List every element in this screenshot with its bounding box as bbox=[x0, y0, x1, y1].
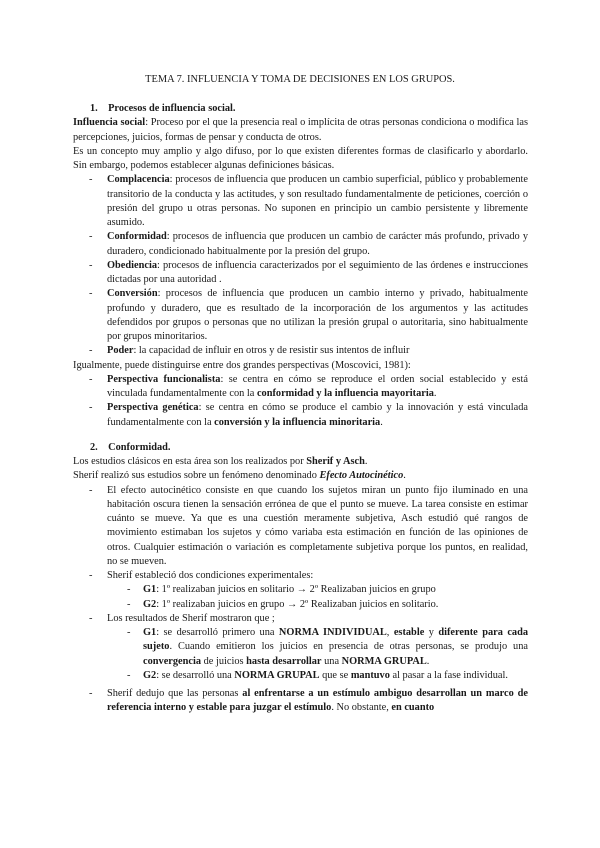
text: que se bbox=[319, 669, 351, 681]
bold-text: NORMA INDIVIDUAL bbox=[278, 627, 387, 638]
sub-list-item bbox=[73, 598, 528, 612]
dash-bullet: - bbox=[127, 598, 131, 610]
sub-list-item bbox=[73, 626, 528, 669]
item-text: : procesos de influencia que producen un cambio de carácter más profundo, privado y duradero, condicionado habitualmente por la presión del grupo. bbox=[107, 231, 528, 257]
bold-text: estable bbox=[393, 627, 425, 638]
list-item bbox=[73, 344, 528, 358]
bold-text: Sherif y Asch bbox=[306, 456, 365, 467]
section-title: Procesos de influencia social. bbox=[108, 103, 236, 114]
text: una bbox=[321, 655, 342, 667]
item-text: : se centra en cómo se produce el cambio y la innovación y está vinculada fundamentalmente con la bbox=[107, 402, 528, 428]
group-label: G2 bbox=[143, 598, 157, 610]
item-text: : procesos de influencia que producen un cambio superficial, público y probablemente transitorio de la conducta y las actitudes, y son resultado fundamentalmente de peticiones, coerción o presión del grupo u otras personas. No suponen en principio un cambio persistente y libremente asumido. bbox=[107, 174, 528, 228]
bold-text: diferente para cada sujeto bbox=[143, 627, 529, 653]
item-text: : la capacidad de influir en otros y de resistir sus intentos de influir bbox=[133, 345, 410, 357]
item-text: Los resultados de Sherif mostraron que ; bbox=[107, 612, 275, 624]
punct: . bbox=[433, 388, 437, 399]
list-item bbox=[73, 687, 528, 716]
paragraph bbox=[73, 455, 528, 469]
dash-bullet: - bbox=[89, 570, 93, 581]
text: Sherif dedujo que las personas bbox=[107, 688, 243, 699]
text: : se desarrolló primero una bbox=[156, 627, 279, 638]
dash-bullet: - bbox=[127, 584, 131, 596]
item-text: : se centra en cómo se reproduce el orden social establecido y está vinculada fundamentalmente con la bbox=[107, 373, 528, 399]
bold-italic-text: Efecto Autocinético bbox=[319, 470, 404, 482]
text: Los estudios clásicos en esta área son los realizados por bbox=[73, 456, 307, 467]
list-item bbox=[73, 173, 528, 230]
bold-text: NORMA GRUPAL bbox=[234, 669, 320, 681]
section-title: Conformidad. bbox=[108, 441, 171, 453]
list-item bbox=[73, 569, 528, 583]
item-term: Obediencia bbox=[107, 259, 157, 271]
paragraph: Igualmente, puede distinguirse entre dos grandes perspectivas (Moscovici, 1981): bbox=[73, 359, 411, 371]
bold-text: al enfrentarse a un estímulo ambiguo desarrollan un marco de referencia interno y estable para juzgar el estímulo bbox=[107, 688, 529, 714]
dash-bullet: - bbox=[89, 612, 93, 624]
definition-term: Influencia social bbox=[73, 117, 146, 129]
dash-bullet: - bbox=[89, 174, 93, 186]
item-bold: conformidad y la influencia mayoritaria bbox=[256, 388, 434, 399]
item-term: Complacencia bbox=[107, 174, 170, 186]
dash-bullet: - bbox=[89, 373, 93, 385]
section-number: 1. bbox=[90, 103, 98, 114]
dash-bullet: - bbox=[89, 484, 93, 496]
list-item bbox=[73, 484, 528, 570]
item-term: Perspectiva genética bbox=[107, 402, 199, 414]
dash-bullet: - bbox=[89, 345, 93, 357]
definition-text: : Proceso por el que la presencia real o implícita de otras personas condiciona o modifica las percepciones, juicios, formas de pensar y conducta de otros. bbox=[73, 117, 529, 143]
group-label: G1 bbox=[143, 627, 157, 638]
text: . No obstante, bbox=[331, 702, 392, 714]
sub-list-item bbox=[73, 669, 528, 683]
list-item bbox=[73, 230, 528, 259]
section-number: 2. bbox=[90, 441, 98, 453]
text: : se desarrolló una bbox=[156, 669, 235, 681]
bold-text: hasta desarrollar bbox=[246, 655, 322, 667]
item-term: Poder bbox=[107, 345, 134, 357]
section-heading-2 bbox=[90, 441, 528, 455]
dash-bullet: - bbox=[127, 669, 131, 681]
section-heading-1 bbox=[90, 102, 528, 116]
dash-bullet: - bbox=[89, 402, 93, 414]
list-item bbox=[73, 259, 528, 288]
bold-text: convergencia bbox=[143, 655, 202, 667]
bold-text: NORMA GRUPAL bbox=[341, 655, 427, 667]
dash-bullet: - bbox=[89, 688, 93, 699]
list-item bbox=[73, 373, 528, 402]
text: . Cuando emitieron los juicios en presencia de otras personas, se produjo una bbox=[169, 641, 528, 653]
dash-bullet: - bbox=[89, 259, 93, 271]
item-bold: conversión y la influencia minoritaria bbox=[214, 416, 381, 428]
punct: . bbox=[364, 456, 368, 467]
item-text: : 1º realizaban juicios en grupo → 2º Realizaban juicios en solitario. bbox=[156, 598, 439, 610]
list-item bbox=[73, 401, 528, 430]
punct: . bbox=[380, 416, 383, 428]
item-text: El efecto autocinético consiste en que cuando los sujetos miran un punto fijo iluminado en una habitación oscura tienen la sensación errónea de que el punto se mueve. La tarea consiste en estimar cuánto se mueve. Ya que es una cuestión meramente subjetiva, Asch estudió qué rangos de movimiento estimaban los sujetos y cómo variaba esta estimación en función de las opiniones de otros. Cualquier estimación o variación es completamente subjetiva porque los puntos, en realidad, no se mueven. bbox=[107, 484, 528, 567]
punct: . bbox=[403, 470, 406, 482]
page-title: TEMA 7. INFLUENCIA Y TOMA DE DECISIONES EN LOS GRUPOS. bbox=[145, 74, 455, 85]
item-text: : procesos de influencia que producen un cambio interno y privado, habitualmente profundo y duradero, que es resultado de la incorporación de los argumentos y las actitudes defendidos por grupos o personas que no utilizan la presión grupal o autoritaria, sino habitualmente por grupos minoritarios. bbox=[107, 288, 528, 342]
bold-text: mantuvo bbox=[350, 669, 390, 681]
paragraph: Es un concepto muy amplio y algo difuso, por lo que existen diferentes formas de clasificarlo y abordarlo. Sin embargo, podemos establecer algunas definiciones básicas. bbox=[73, 145, 528, 171]
list-item bbox=[73, 612, 528, 626]
paragraph bbox=[73, 469, 528, 483]
item-term: Conformidad bbox=[107, 231, 167, 243]
text: , bbox=[386, 627, 394, 638]
sub-list-item bbox=[73, 583, 528, 597]
text: Sherif realizó sus estudios sobre un fenómeno denominado bbox=[73, 470, 320, 482]
document-body bbox=[73, 102, 528, 716]
group-label: G2 bbox=[143, 669, 157, 681]
text: al pasar a la fase individual. bbox=[389, 669, 508, 681]
punct: . bbox=[426, 655, 430, 667]
item-text: : 1º realizaban juicios en solitario → 2º Realizaban juicios en grupo bbox=[156, 584, 436, 596]
item-text: Sherif estableció dos condiciones experimentales: bbox=[107, 570, 314, 581]
bold-text: en cuanto bbox=[391, 702, 435, 714]
text: y bbox=[424, 627, 439, 638]
item-term: Perspectiva funcionalista bbox=[107, 373, 221, 385]
group-label: G1 bbox=[143, 584, 157, 596]
item-text: : procesos de influencia caracterizados por el seguimiento de las órdenes e instrucciones dictadas por una autoridad . bbox=[107, 259, 528, 285]
list-item bbox=[73, 287, 528, 344]
dash-bullet: - bbox=[127, 627, 131, 638]
item-term: Conversión bbox=[107, 288, 158, 300]
text: de juicios bbox=[201, 655, 247, 667]
spacer bbox=[73, 430, 528, 441]
dash-bullet: - bbox=[89, 231, 93, 243]
definition-paragraph bbox=[73, 116, 528, 145]
dash-bullet: - bbox=[89, 288, 93, 300]
